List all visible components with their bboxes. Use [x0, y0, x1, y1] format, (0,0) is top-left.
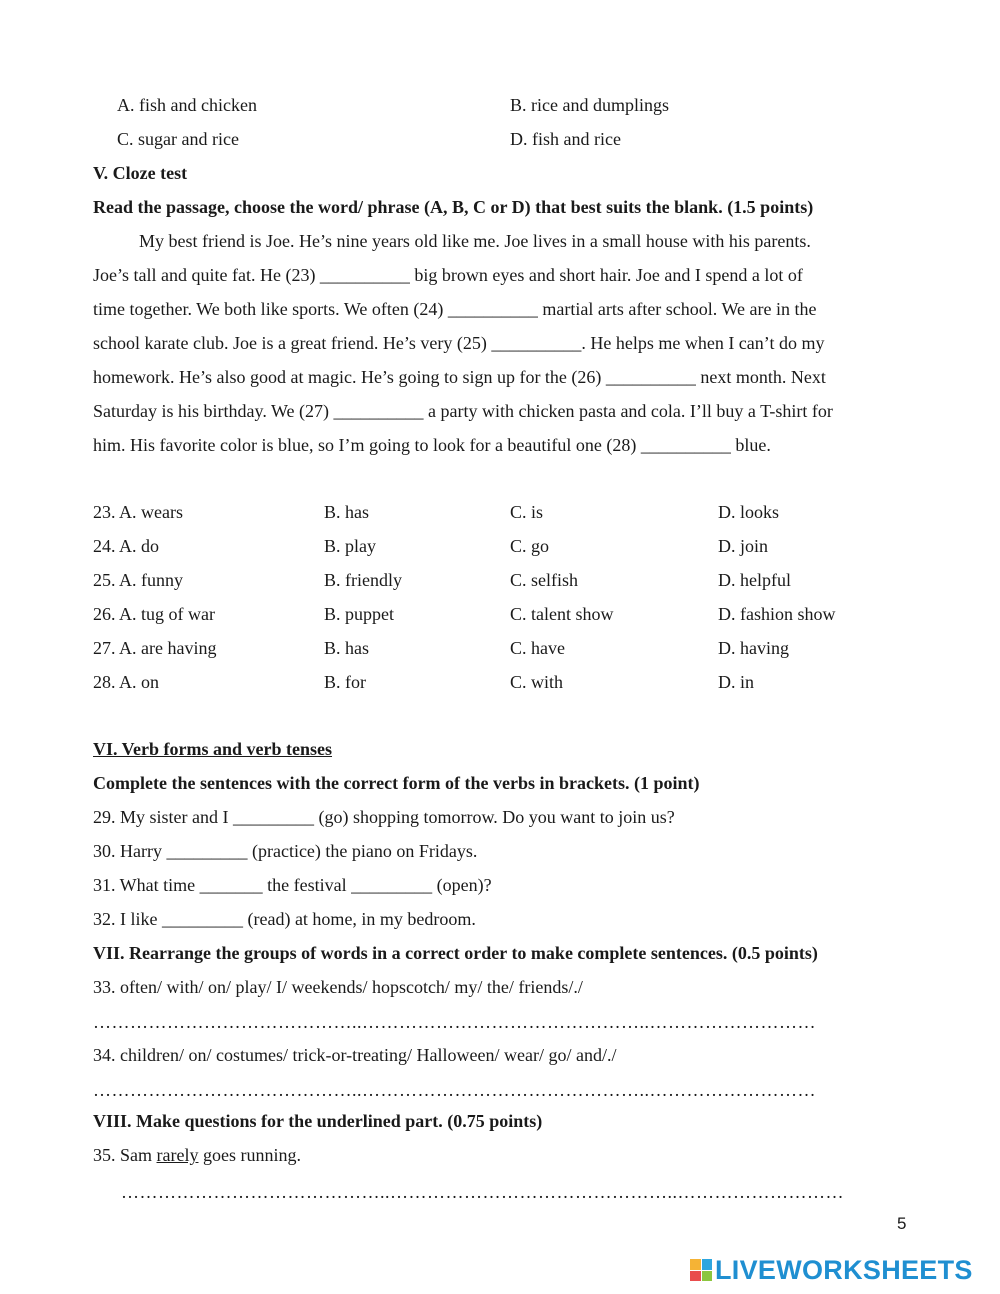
section-v-title: V. Cloze test: [93, 163, 188, 183]
passage-line: Saturday is his birthday. We (27) __________ a party with chicken pasta and cola. I’ll buy a T-shirt for: [93, 401, 833, 421]
question-23-d: D. looks: [718, 502, 780, 522]
question-24-b: B. play: [324, 536, 376, 556]
question-28-a: 28. A. on: [93, 672, 160, 692]
brand-name: LIVEWORKSHEETS: [715, 1254, 973, 1285]
question-32: 32. I like _________ (read) at home, in my bedroom.: [93, 909, 476, 929]
passage-line: homework. He’s also good at magic. He’s going to sign up for the (26) __________ next month. Next: [93, 367, 826, 387]
question-29: 29. My sister and I _________ (go) shopping tomorrow. Do you want to join us?: [93, 807, 675, 827]
passage-line: My best friend is Joe. He’s nine years old like me. Joe lives in a small house with his parents.: [139, 231, 811, 251]
passage-line: time together. We both like sports. We often (24) __________ martial arts after school. We are in the: [93, 299, 817, 319]
question-26-d: D. fashion show: [718, 604, 836, 624]
option-d: D. fish and rice: [510, 129, 621, 149]
question-26-b: B. puppet: [324, 604, 394, 624]
section-v-instruction: Read the passage, choose the word/ phrase (A, B, C or D) that best suits the blank. (1.5 points): [93, 197, 814, 217]
question-25-a: 25. A. funny: [93, 570, 183, 590]
question-35-suffix: goes running.: [198, 1145, 301, 1165]
question-26-a: 26. A. tug of war: [93, 604, 215, 624]
question-25-d: D. helpful: [718, 570, 791, 590]
passage-line: him. His favorite color is blue, so I’m going to look for a beautiful one (28) __________ blue.: [93, 435, 771, 455]
question-31: 31. What time _______ the festival _________ (open)?: [93, 875, 492, 895]
question-28-d: D. in: [718, 672, 754, 692]
question-27-c: C. have: [510, 638, 565, 658]
section-vii-title: VII. Rearrange the groups of words in a correct order to make complete sentences. (0.5 points): [93, 943, 818, 963]
passage-line: Joe’s tall and quite fat. He (23) __________ big brown eyes and short hair. Joe and I spend a lot of: [93, 265, 803, 285]
answer-line-33[interactable]: ……………………………………..………………………………………..………………………: [93, 1012, 816, 1032]
answer-line-34[interactable]: ……………………………………..………………………………………..………………………: [93, 1080, 816, 1100]
section-viii-title: VIII. Make questions for the underlined part. (0.75 points): [93, 1111, 543, 1131]
option-b: B. rice and dumplings: [510, 95, 669, 115]
question-30: 30. Harry _________ (practice) the piano on Fridays.: [93, 841, 478, 861]
question-25-c: C. selfish: [510, 570, 579, 590]
question-24-c: C. go: [510, 536, 550, 556]
section-vi-instruction: Complete the sentences with the correct form of the verbs in brackets. (1 point): [93, 773, 700, 793]
option-a: A. fish and chicken: [117, 95, 257, 115]
question-33: 33. often/ with/ on/ play/ I/ weekends/ hopscotch/ my/ the/ friends/./: [93, 977, 583, 997]
question-28-c: C. with: [510, 672, 564, 692]
logo-grid-icon: [690, 1259, 712, 1281]
question-28-b: B. for: [324, 672, 366, 692]
question-35-prefix: 35. Sam: [93, 1145, 157, 1165]
page-number: 5: [897, 1214, 907, 1233]
question-35: [93, 1144, 301, 1166]
question-23-c: C. is: [510, 502, 544, 522]
question-34: 34. children/ on/ costumes/ trick-or-treating/ Halloween/ wear/ go/ and/./: [93, 1045, 617, 1065]
question-23-a: 23. A. wears: [93, 502, 183, 522]
question-27-a: 27. A. are having: [93, 638, 217, 658]
option-c: C. sugar and rice: [117, 129, 239, 149]
question-26-c: C. talent show: [510, 604, 614, 624]
underlined-word: rarely: [156, 1145, 199, 1165]
answer-line-35[interactable]: ……………………………………..………………………………………..………………………: [121, 1182, 844, 1202]
question-24-d: D. join: [718, 536, 769, 556]
question-27-b: B. has: [324, 638, 369, 658]
section-vi-title: VI. Verb forms and verb tenses: [93, 739, 333, 759]
question-27-d: D. having: [718, 638, 789, 658]
question-25-b: B. friendly: [324, 570, 402, 590]
passage-line: school karate club. Joe is a great friend. He’s very (25) __________. He helps me when I can’t do my: [93, 333, 825, 353]
liveworksheets-logo[interactable]: [690, 1255, 973, 1285]
question-24-a: 24. A. do: [93, 536, 160, 556]
question-23-b: B. has: [324, 502, 369, 522]
